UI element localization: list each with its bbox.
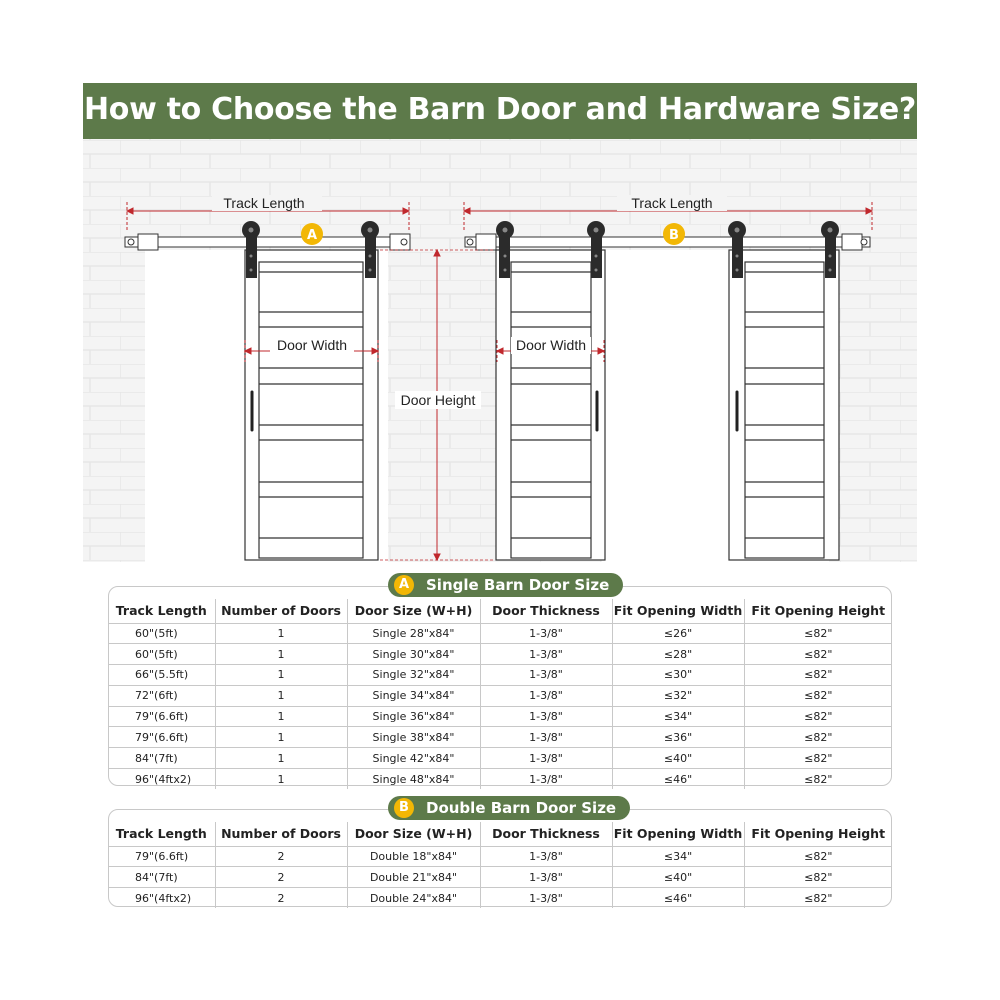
table-row — [108, 727, 892, 748]
table-cell: ≤82" — [744, 846, 892, 867]
column-header: Track Length — [108, 822, 215, 846]
table-cell: 1 — [215, 727, 347, 748]
door-b-left — [496, 250, 605, 560]
table-cell: ≤32" — [612, 685, 744, 706]
badge-b-icon: B — [394, 798, 414, 818]
table-cell: 1-3/8" — [480, 867, 612, 888]
table-cell: Single 48"x84" — [347, 769, 480, 790]
table-cell: 84"(7ft) — [108, 748, 215, 769]
table-cell: 1-3/8" — [480, 748, 612, 769]
table-cell: ≤26" — [612, 623, 744, 644]
column-header: Number of Doors — [215, 822, 347, 846]
table-cell: 1 — [215, 623, 347, 644]
table-cell: Single 28"x84" — [347, 623, 480, 644]
badge-b — [663, 223, 685, 245]
table-cell: 1-3/8" — [480, 685, 612, 706]
badge-a-icon: A — [394, 575, 414, 595]
table-cell: ≤82" — [744, 867, 892, 888]
table-cell: 1-3/8" — [480, 769, 612, 790]
table-cell: 1-3/8" — [480, 706, 612, 727]
barn-door-diagram — [83, 139, 917, 562]
table-cell: 1 — [215, 769, 347, 790]
column-header: Number of Doors — [215, 599, 347, 623]
door-height-label: Door Height — [400, 392, 476, 408]
column-header: Fit Opening Width — [612, 599, 744, 623]
svg-text:B: B — [669, 228, 679, 243]
column-header: Fit Opening Height — [744, 822, 892, 846]
table-cell: 1 — [215, 748, 347, 769]
column-header: Fit Opening Height — [744, 599, 892, 623]
table-cell: ≤46" — [612, 888, 744, 909]
table-cell: ≤82" — [744, 706, 892, 727]
table-cell: ≤30" — [612, 665, 744, 686]
table-row — [108, 706, 892, 727]
table-cell: 1-3/8" — [480, 727, 612, 748]
table-cell: 1-3/8" — [480, 846, 612, 867]
table-cell: 72"(6ft) — [108, 685, 215, 706]
table-cell: 2 — [215, 846, 347, 867]
table-cell: ≤40" — [612, 748, 744, 769]
table-cell: 96"(4ftx2) — [108, 769, 215, 790]
door-a — [245, 250, 378, 560]
table-cell: ≤82" — [744, 644, 892, 665]
table-cell: ≤34" — [612, 846, 744, 867]
table-cell: 1-3/8" — [480, 665, 612, 686]
table-cell: 96"(4ftx2) — [108, 888, 215, 909]
table-cell: 1-3/8" — [480, 644, 612, 665]
table-row — [108, 867, 892, 888]
table-cell: 60"(5ft) — [108, 623, 215, 644]
table-cell: 2 — [215, 888, 347, 909]
single-door-table — [108, 599, 892, 789]
track-length-b-label: Track Length — [631, 195, 713, 211]
table-cell: ≤82" — [744, 748, 892, 769]
title-banner — [83, 83, 917, 139]
table-cell: ≤82" — [804, 772, 833, 786]
table-cell: ≤82" — [744, 685, 892, 706]
table-cell: 79"(6.6ft) — [108, 706, 215, 727]
door-width-a-label: Door Width — [276, 337, 348, 353]
column-header: Door Size (W+H) — [347, 599, 480, 623]
table-cell: ≤34" — [612, 706, 744, 727]
table-cell: ≤82" — [744, 665, 892, 686]
table-row — [108, 769, 892, 790]
double-door-table — [108, 822, 892, 908]
table-row — [108, 644, 892, 665]
table-cell: Single 42"x84" — [347, 748, 480, 769]
table-cell: Single 32"x84" — [347, 665, 480, 686]
table-cell: Single 36"x84" — [347, 706, 480, 727]
table-cell: Double 18"x84" — [347, 846, 480, 867]
page-title: How to Choose the Barn Door and Hardware Size? — [83, 92, 917, 127]
table-cell: 60"(5ft) — [108, 644, 215, 665]
column-header: Door Thickness — [480, 822, 612, 846]
single-door-title: Single Barn Door Size — [426, 576, 610, 594]
table-cell: 79"(6.6ft) — [108, 727, 215, 748]
table-row — [108, 665, 892, 686]
column-header: Track Length — [108, 599, 215, 623]
table-cell: 1-3/8" — [480, 888, 612, 909]
table-row — [108, 685, 892, 706]
table-cell: 1 — [215, 706, 347, 727]
single-door-heading — [388, 573, 623, 597]
svg-text:A: A — [306, 228, 318, 243]
table-cell: Single 30"x84" — [347, 644, 480, 665]
column-header: Door Thickness — [480, 599, 612, 623]
double-door-title: Double Barn Door Size — [426, 799, 617, 817]
table-cell: ≤28" — [612, 644, 744, 665]
track-length-a-label: Track Length — [223, 195, 305, 211]
table-row — [108, 888, 892, 909]
table-cell: 79"(6.6ft) — [108, 846, 215, 867]
table-row — [108, 623, 892, 644]
table-cell: Single 34"x84" — [347, 685, 480, 706]
double-door-heading — [388, 796, 630, 820]
badge-a — [301, 223, 323, 245]
table-cell: Double 24"x84" — [347, 888, 480, 909]
table-cell: 1 — [215, 685, 347, 706]
table-cell: ≤82" — [804, 891, 833, 905]
door-width-b-label: Door Width — [515, 337, 587, 353]
table-row — [108, 846, 892, 867]
table-cell: ≤46" — [612, 769, 744, 790]
table-cell: ≤82" — [744, 727, 892, 748]
table-cell: 2 — [215, 867, 347, 888]
table-cell: Double 21"x84" — [347, 867, 480, 888]
table-cell: 66"(5.5ft) — [108, 665, 215, 686]
table-cell: ≤40" — [612, 867, 744, 888]
column-header: Fit Opening Width — [612, 822, 744, 846]
table-cell: 84"(7ft) — [108, 867, 215, 888]
table-row — [108, 748, 892, 769]
table-cell: 1-3/8" — [480, 623, 612, 644]
table-cell: ≤82" — [744, 623, 892, 644]
table-cell: Single 38"x84" — [347, 727, 480, 748]
table-cell: 1 — [215, 665, 347, 686]
column-header: Door Size (W+H) — [347, 822, 480, 846]
table-cell: 1 — [215, 644, 347, 665]
door-b-right — [729, 250, 839, 560]
table-cell: ≤36" — [612, 727, 744, 748]
